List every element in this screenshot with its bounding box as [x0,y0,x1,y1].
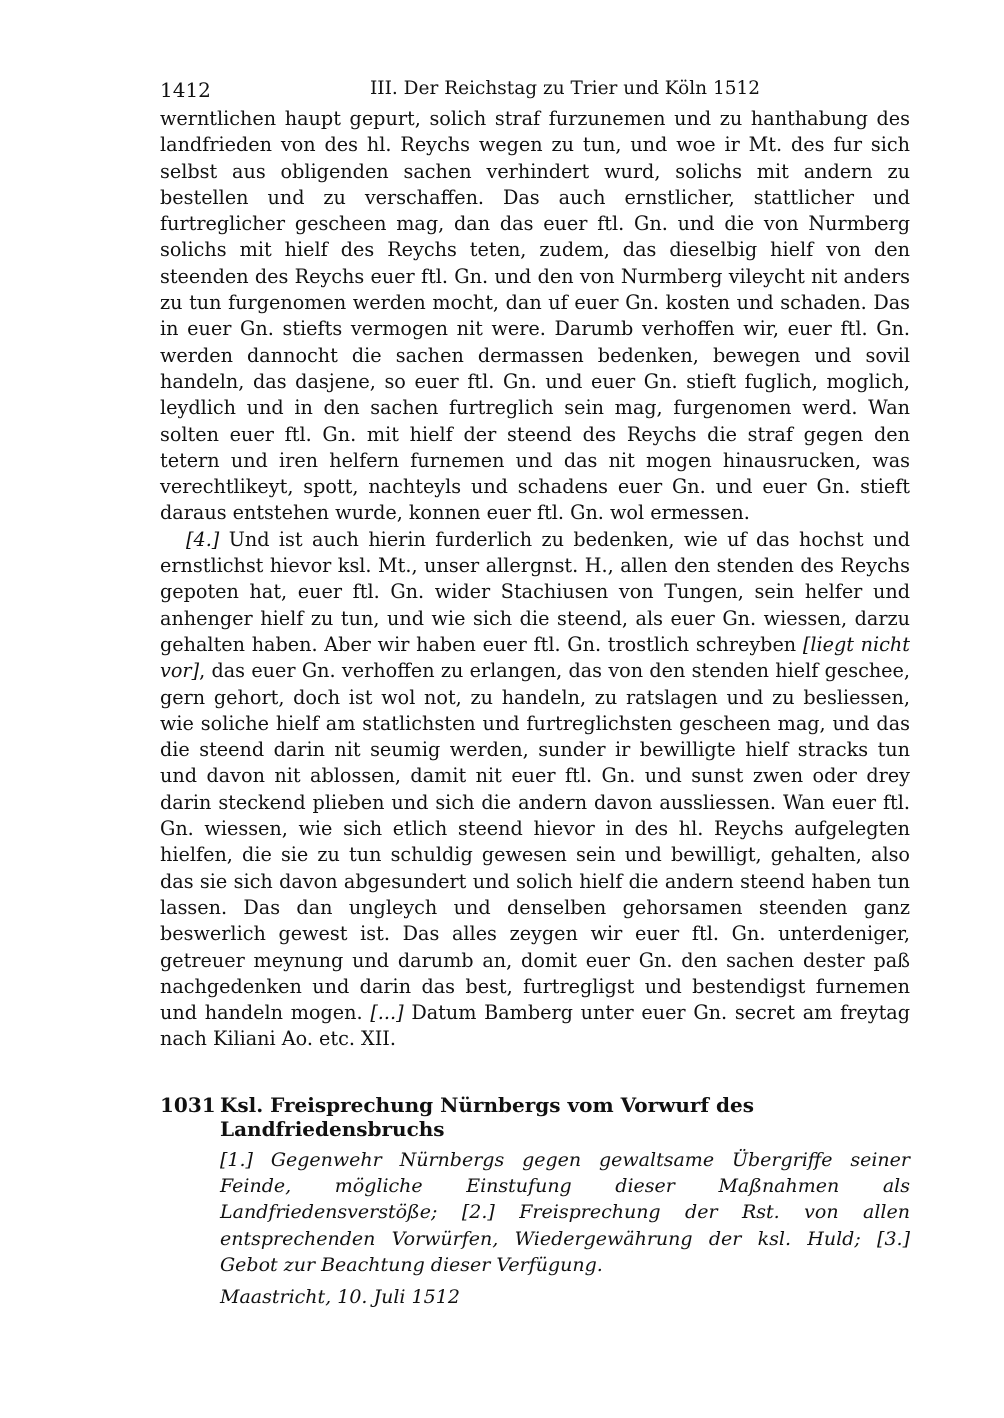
document-title: Ksl. Freisprechung Nürnbergs vom Vorwurf des Landfriedensbruchs [220,1092,754,1141]
running-title: III. Der Reichstag zu Trier und Köln 1512 [370,78,761,99]
dateline: Maastricht, 10. Juli 1512 [220,1286,460,1309]
paragraph-4-text-c: Datum Bamberg unter euer Gn. secret am freytag nach Kiliani Ao. etc. XII. [160,1001,910,1051]
page [160,78,910,1308]
editorial-ellipsis: [...] [370,1001,404,1025]
regest: [1.] Gegenwehr Nürnbergs gegen gewaltsame Übergriffe seiner Feinde, mögliche Einstufung dieser Maßnahmen als Landfriedensverstöße; [2.] Freisprechung der Rst. von allen entsprechenden Vorwürfen, Wiedergewährung der ksl. Huld; [3.] Gebot zur Beachtung dieser Verfügung. [220,1148,910,1276]
running-head [160,78,910,106]
document-number: 1031 [160,1092,216,1117]
paragraph-continuation: werntlichen haupt gepurt, solich straf furzunemen und zu hanthabung des landfrieden von des hl. Reychs wegen zu tun, und woe ir Mt. des fur sich selbst aus obligenden sachen verhindert wurd, solichs mit andern zu bestellen und zu verschaffen. Das auch ernstlicher, stattlicher und furtreglicher gescheen mag, dan das euer ftl. Gn. und die von Nurmberg solichs mit hielf des Reychs teten, zudem, das dieselbig hielf von den steenden des Reychs euer ftl. Gn. und den von Nurmberg vileycht nit anders zu tun furgenomen werden mocht, dan uf euer Gn. kosten und schaden. Das in euer Gn. stiefts vermogen nit were. Darumb verhoffen wir, euer ftl. Gn. werden dannocht die sachen dermassen bedenken, bewegen und sovil handeln, das dasjene, so euer ftl. Gn. und euer Gn. stieft fuglich, moglich, leydlich und in den sachen furtreglich sein mag, furgenomen werd. Wan solten euer ftl. Gn. mit hielf der steend des Reychs die straf gegen den tetern und iren helfern furnemen und das nit mogen hinausrucken, was verechtlikeyt, spott, nachteyls und schadens euer Gn. und euer Gn. stieft daraus entstehen wurde, konnen euer ftl. Gn. wol ermessen. [160,107,910,525]
paragraph-4-text-b: , das euer Gn. verhoffen zu erlangen, das von den stenden hielf geschee, gern gehort, doch ist wol not, zu handeln, zu ratslagen und zu besliessen, wie soliche hielf am statlichsten und furtreglichsten gescheen mag, und das die steend darin nit seumig werden, sunder ir bewilligte hielf stracks tun und davon nit ablossen, damit nit euer ftl. Gn. und sunst zwen oder drey darin steckend plieben und sich die andern davon aussliessen. Wan euer ftl. Gn. wiessen, wie sich etlich steend hievor in des hl. Reychs aufgelegten hielfen, die sie zu tun schuldig gewesen sein und bewilligt, gehalten, also das sie sich davon abgesundert und solich hielf die andern steend haben tun lassen. Das dan ungleych und denselben gehorsamen steenden ganz beswerlich gewest ist. Das alles zeygen wir euer ftl. Gn. unterdeniger, getreuer meynung und darumb an, domit euer Gn. den sachen dester paß nachgedenken und darin das best, furtregligst und bestendigst furnemen und handeln mogen. [160,659,910,1025]
paragraph-4 [160,527,910,1053]
section-marker: [4.] [186,527,220,551]
paragraph-4-text-a: Und ist auch hierin furderlich zu bedenken, wie uf das hochst und ernstlichst hievor ksl. Mt., unser allergnst. H., allen den stenden des Reychs gepoten hat, euer ftl. Gn. wider Stachiusen von Tungen, sein helfer und anhenger hielf zu tun, und wie sich die steend, als euer Gn. wiessen, darzu gehalten haben. Aber wir haben euer ftl. Gn. trostlich schreyben [160,527,910,656]
editorial-note: [liegt nicht vor] [160,632,910,683]
body-text [160,106,910,1053]
document-heading [160,1093,910,1141]
page-number: 1412 [160,78,211,102]
